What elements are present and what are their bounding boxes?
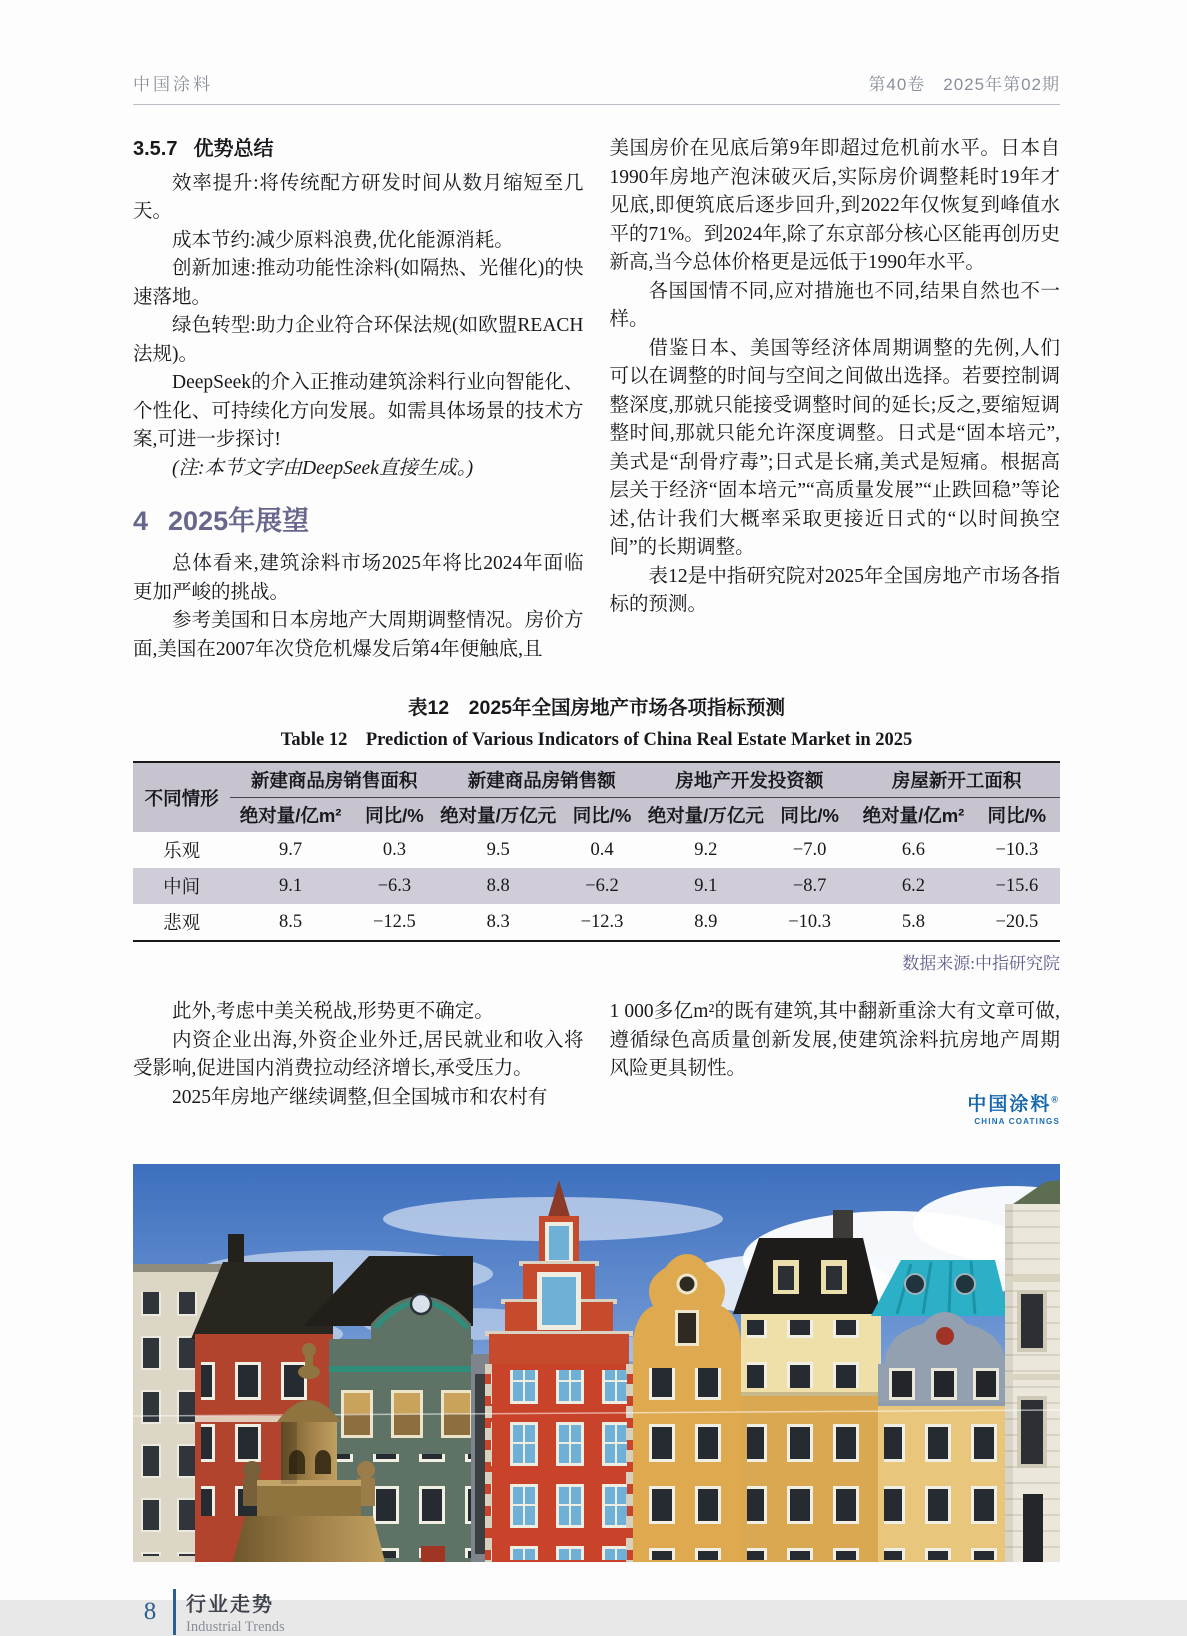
value-cell: 9.1 [279, 875, 303, 896]
value-cell: 0.3 [382, 839, 406, 860]
table-corner-header: 不同情形 [133, 762, 230, 832]
table-sub-header: 绝对量/万亿元 [646, 798, 767, 833]
left-column-bottom [133, 998, 584, 1126]
table-12-block [133, 692, 1060, 974]
paragraph: 创新加速:推动功能性涂料(如隔热、光催化)的快速落地。 [133, 258, 584, 308]
registered-mark: ® [1051, 1094, 1060, 1105]
value-cell: 8.8 [486, 875, 510, 896]
section-4-heading [133, 505, 584, 537]
value-cell: −6.3 [377, 875, 412, 896]
section-title: 优势总结 [193, 138, 274, 160]
paragraph: 各国国情不同,应对措施也不同,结果自然也不一样。 [609, 280, 1060, 330]
value-cell: −10.3 [995, 839, 1039, 860]
body-columns-bottom [133, 998, 1060, 1126]
table-row [133, 868, 1060, 904]
table-title-en: Table 12 Prediction of Various Indicators of China Real Estate Market in 2025 [280, 730, 913, 751]
value-cell: 8.5 [279, 911, 303, 932]
value-cell: −15.6 [995, 875, 1039, 896]
paragraph: 美国房价在见底后第9年即超过危机前水平。日本自1990年房地产泡沫破灭后,实际房价调整耗时19年才见底,即便筑底后逐步回升,到2022年仅恢复到峰值水平的71%。到2024年,除了东京部分核心区能再创历史新高,当今总体价格更是远低于1990年水平。 [609, 138, 1060, 273]
value-cell: −10.3 [788, 911, 832, 932]
table-row [133, 904, 1060, 941]
paragraph: 绿色转型:助力企业符合环保法规(如欧盟REACH法规)。 [133, 315, 584, 365]
footer-column [186, 1588, 285, 1636]
scenario-cell: 悲观 [163, 914, 201, 935]
paragraph: 此外,考虑中美关税战,形势更不确定。 [172, 1001, 494, 1023]
value-cell: −12.5 [372, 911, 416, 932]
page-number: 8 [143, 1597, 157, 1625]
page-footer [133, 1588, 1060, 1636]
value-cell: 6.6 [901, 839, 926, 860]
table-sub-header: 同比/% [974, 798, 1060, 833]
paragraph: 借鉴日本、美国等经济体周期调整的先例,人们可以在调整的时间与空间之间做出选择。若要控制调整深度,那就只能接受调整时间的延长;反之,要缩短调整时间,那就只能允许深度调整。日式是“固本培元”,美式是“刮骨疗毒”;日式是长痛,美式是短痛。根据高层关于经济“固本培元”“高质量发展”“止跌回稳”等论述,估计我们大概率采取更接近日式的“以时间换空间”的长期调整。 [609, 337, 1060, 558]
section-3-5-7-heading [133, 135, 584, 164]
body-columns-top [133, 135, 1060, 664]
section-title: 2025年展望 [168, 506, 310, 536]
table-group-header: 新建商品房销售面积 [230, 762, 438, 798]
scenario-cell: 中间 [163, 878, 201, 899]
footer-divider [173, 1589, 176, 1635]
table-sub-header: 绝对量/亿m² [853, 798, 974, 833]
paragraph: 成本节约:减少原料浪费,优化能源消耗。 [172, 229, 514, 251]
footer-column-subtitle: Industrial Trends [186, 1618, 285, 1635]
issue-info: 第40卷 2025年第02期 [868, 75, 1060, 94]
data-source-note: 数据来源:中指研究院 [902, 954, 1060, 974]
footer-column-title: 行业走势 [186, 1593, 274, 1616]
value-cell: 9.2 [694, 839, 718, 860]
value-cell: 9.1 [694, 875, 718, 896]
page-header [133, 70, 1060, 105]
logo-zh-text: 中国涂料® [967, 1093, 1060, 1115]
building-right-white-stone [1005, 1180, 1060, 1562]
value-cell: −6.2 [585, 875, 619, 896]
paragraph: 2025年房地产继续调整,但全国城市和农村有 [172, 1086, 548, 1108]
table-sub-header: 绝对量/亿m² [230, 798, 351, 833]
value-cell: −8.7 [792, 875, 827, 896]
prediction-table [133, 761, 1060, 942]
table-group-header: 房地产开发投资额 [646, 762, 854, 798]
table-title-zh: 表12 2025年全国房地产市场各项指标预测 [407, 697, 786, 720]
journal-name: 中国涂料 [133, 75, 213, 94]
paragraph: DeepSeek的介入正推动建筑涂料行业向智能化、个性化、可持续化方向发展。如需具体场景的技术方案,可进一步探讨! [133, 372, 584, 450]
paragraph: 表12是中指研究院对2025年全国房地产市场各指标的预测。 [609, 565, 1060, 615]
china-coatings-logo [610, 1094, 1061, 1126]
value-cell: 8.3 [486, 911, 510, 932]
gable-clock [411, 1294, 431, 1314]
paragraph: 效率提升:将传统配方研发时间从数月缩短至几天。 [133, 172, 584, 222]
value-cell: −12.3 [580, 911, 624, 932]
section-number: 3.5.7 [133, 138, 178, 160]
value-cell: 9.7 [279, 839, 303, 860]
right-column-bottom [610, 998, 1061, 1126]
scenario-cell: 乐观 [163, 842, 201, 863]
table-sub-header: 同比/% [351, 798, 438, 833]
value-cell: 6.2 [901, 875, 926, 896]
photo-wrap [133, 1164, 1060, 1562]
table-sub-header: 同比/% [558, 798, 645, 833]
paragraph: 1 000多亿m²的既有建筑,其中翻新重涂大有文章可做,遵循绿色高质量创新发展,使建筑涂料抗房地产周期风险更具韧性。 [609, 1001, 1060, 1080]
building-cream-mansard [733, 1210, 881, 1562]
value-cell: 0.4 [590, 839, 614, 860]
table-sub-header: 同比/% [766, 798, 853, 833]
table-group-header: 新建商品房销售额 [438, 762, 646, 798]
table-row [133, 832, 1060, 868]
generated-note: (注:本节文字由DeepSeek直接生成。) [172, 457, 474, 479]
paragraph: 内资企业出海,外资企业外迁,居民就业和收入将受影响,促进国内消费拉动经济增长,承受压力。 [133, 1029, 584, 1080]
value-cell: −20.5 [995, 911, 1039, 932]
table-sub-header: 绝对量/万亿元 [438, 798, 559, 833]
paragraph: 总体看来,建筑涂料市场2025年将比2024年面临更加严峻的挑战。 [133, 553, 584, 603]
right-column [610, 135, 1061, 664]
gable-medallion [936, 1327, 954, 1345]
paragraph: 参考美国和日本房地产大周期调整情况。房价方面,美国在2007年次贷危机爆发后第4年便触底,且 [133, 610, 584, 660]
buildings-photo [133, 1164, 1060, 1562]
value-cell: 5.8 [901, 911, 926, 932]
value-cell: −7.0 [792, 839, 827, 860]
left-column [133, 135, 584, 664]
table-group-header: 房屋新开工面积 [853, 762, 1060, 798]
section-number: 4 [133, 506, 149, 536]
logo-en-text: CHINA COATINGS [974, 1116, 1060, 1126]
value-cell: 9.5 [486, 839, 510, 860]
value-cell: 8.9 [694, 911, 718, 932]
